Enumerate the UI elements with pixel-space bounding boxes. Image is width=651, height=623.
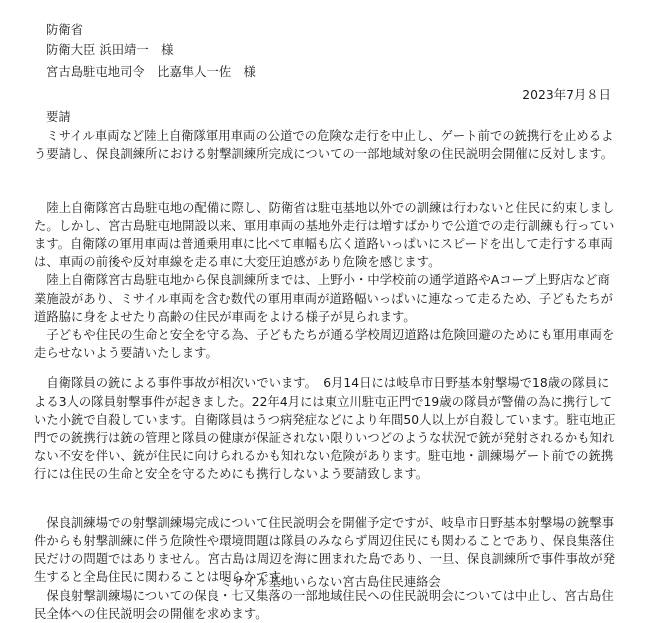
paragraph-briefing [34,496,617,623]
paragraph-firearms [34,374,617,483]
signature: ミサイル基地いらない宮古島住民連絡会 [220,575,441,589]
paragraph-firearms-text: 自衛隊員の銃による事件事故が相次いでいます。 6月14日には岐阜市日野基本射撃場で18歳の隊員による3人の隊員射撃事件が起きました。22年4月には東立川駐屯正門で19歳の隊員が警備の為に携行していた小銃で自殺しています。自衛隊員はうつ病発症などにより年間50人以上が自殺しています。駐屯地正門での銃携行は銃の管理と隊員の健康が保証されない限りいつどのような状況で銃が発射されるかも知れない不安を伴い、銃が住民に向けられるかも知れない危険があります。駐屯地・訓練場ゲート前での銃携行には住民の生命と安全を守るためにも携行しないよう要請致します。 [34,376,616,482]
recipient-commander: 宮古島駐屯地司令 比嘉隼人一佐 様 [46,65,256,79]
paragraph-briefing-text: 保良訓練場での射撃訓練場完成について住民説明会を開催予定ですが、岐阜市日野基本射撃場の銃撃事件からも射撃訓練に伴う危険性や環境問題は隊員のみならず周辺住民にも関わることであり、保良集落住民だけの問題ではありません。宮古島は周辺を海に囲まれた島であり、一旦、保良訓練所で事件事故が発生すると全島住民に関わることは明らかです。 保良射撃訓練場についての保良・七又集落の一部地域住民への住民説明会については中止し、宮古島住民全体への住民説明会の開催を求めます。 [34,515,616,621]
paragraph-summary-text: ミサイル車両など陸上自衛隊軍用車両の公道での危険な走行を中止し、ゲート前での銃携行を止めるよう要請し、保良訓練所における射撃訓練所完成についての一部地域対象の住民説明会開催に反対します。 [34,129,614,162]
paragraph-vehicles-text: 陸上自衛隊宮古島駐屯地の配備に際し、防衛省は駐屯基地以外での訓練は行わないと住民に約束しました。しかし、宮古島駐屯地開設以来、軍用車両の基地外走行は増すばかりで公道での走行訓練も行っています。自衛隊の軍用車両は普通乗用車に比べて車幅も広く道路いっぱいにスピードを出して走行する車両は、車両の前後や反対車線を走る車に大変圧迫感があり危険を感じます。 陸上自衛隊宮古島駐屯地から保良訓練所までは、上野小・中学校前の通学道路やAコープ上野店など商業施設があり、ミサイル車両を含む数代の軍用車両が道路幅いっぱいに連なって走るため、子どもたちが道路脇に身をよせたり高齢の住民が車両をよける様子が見られます。 子どもや住民の生命と安全を守る為、子どもたちが通る学校周辺道路は危険回避のためにも軍用車両を走らせないよう要請いたします。 [34,200,615,361]
recipient-ministry: 防衛省 [46,23,84,37]
recipient-minister: 防衛大臣 浜田靖一 様 [46,43,174,57]
recipient-block [34,20,617,82]
document-date: 2023年7月８日 [522,88,611,102]
document-title: 要請 [46,110,71,124]
paragraph-vehicles [34,180,617,362]
paragraph-summary [34,127,617,163]
